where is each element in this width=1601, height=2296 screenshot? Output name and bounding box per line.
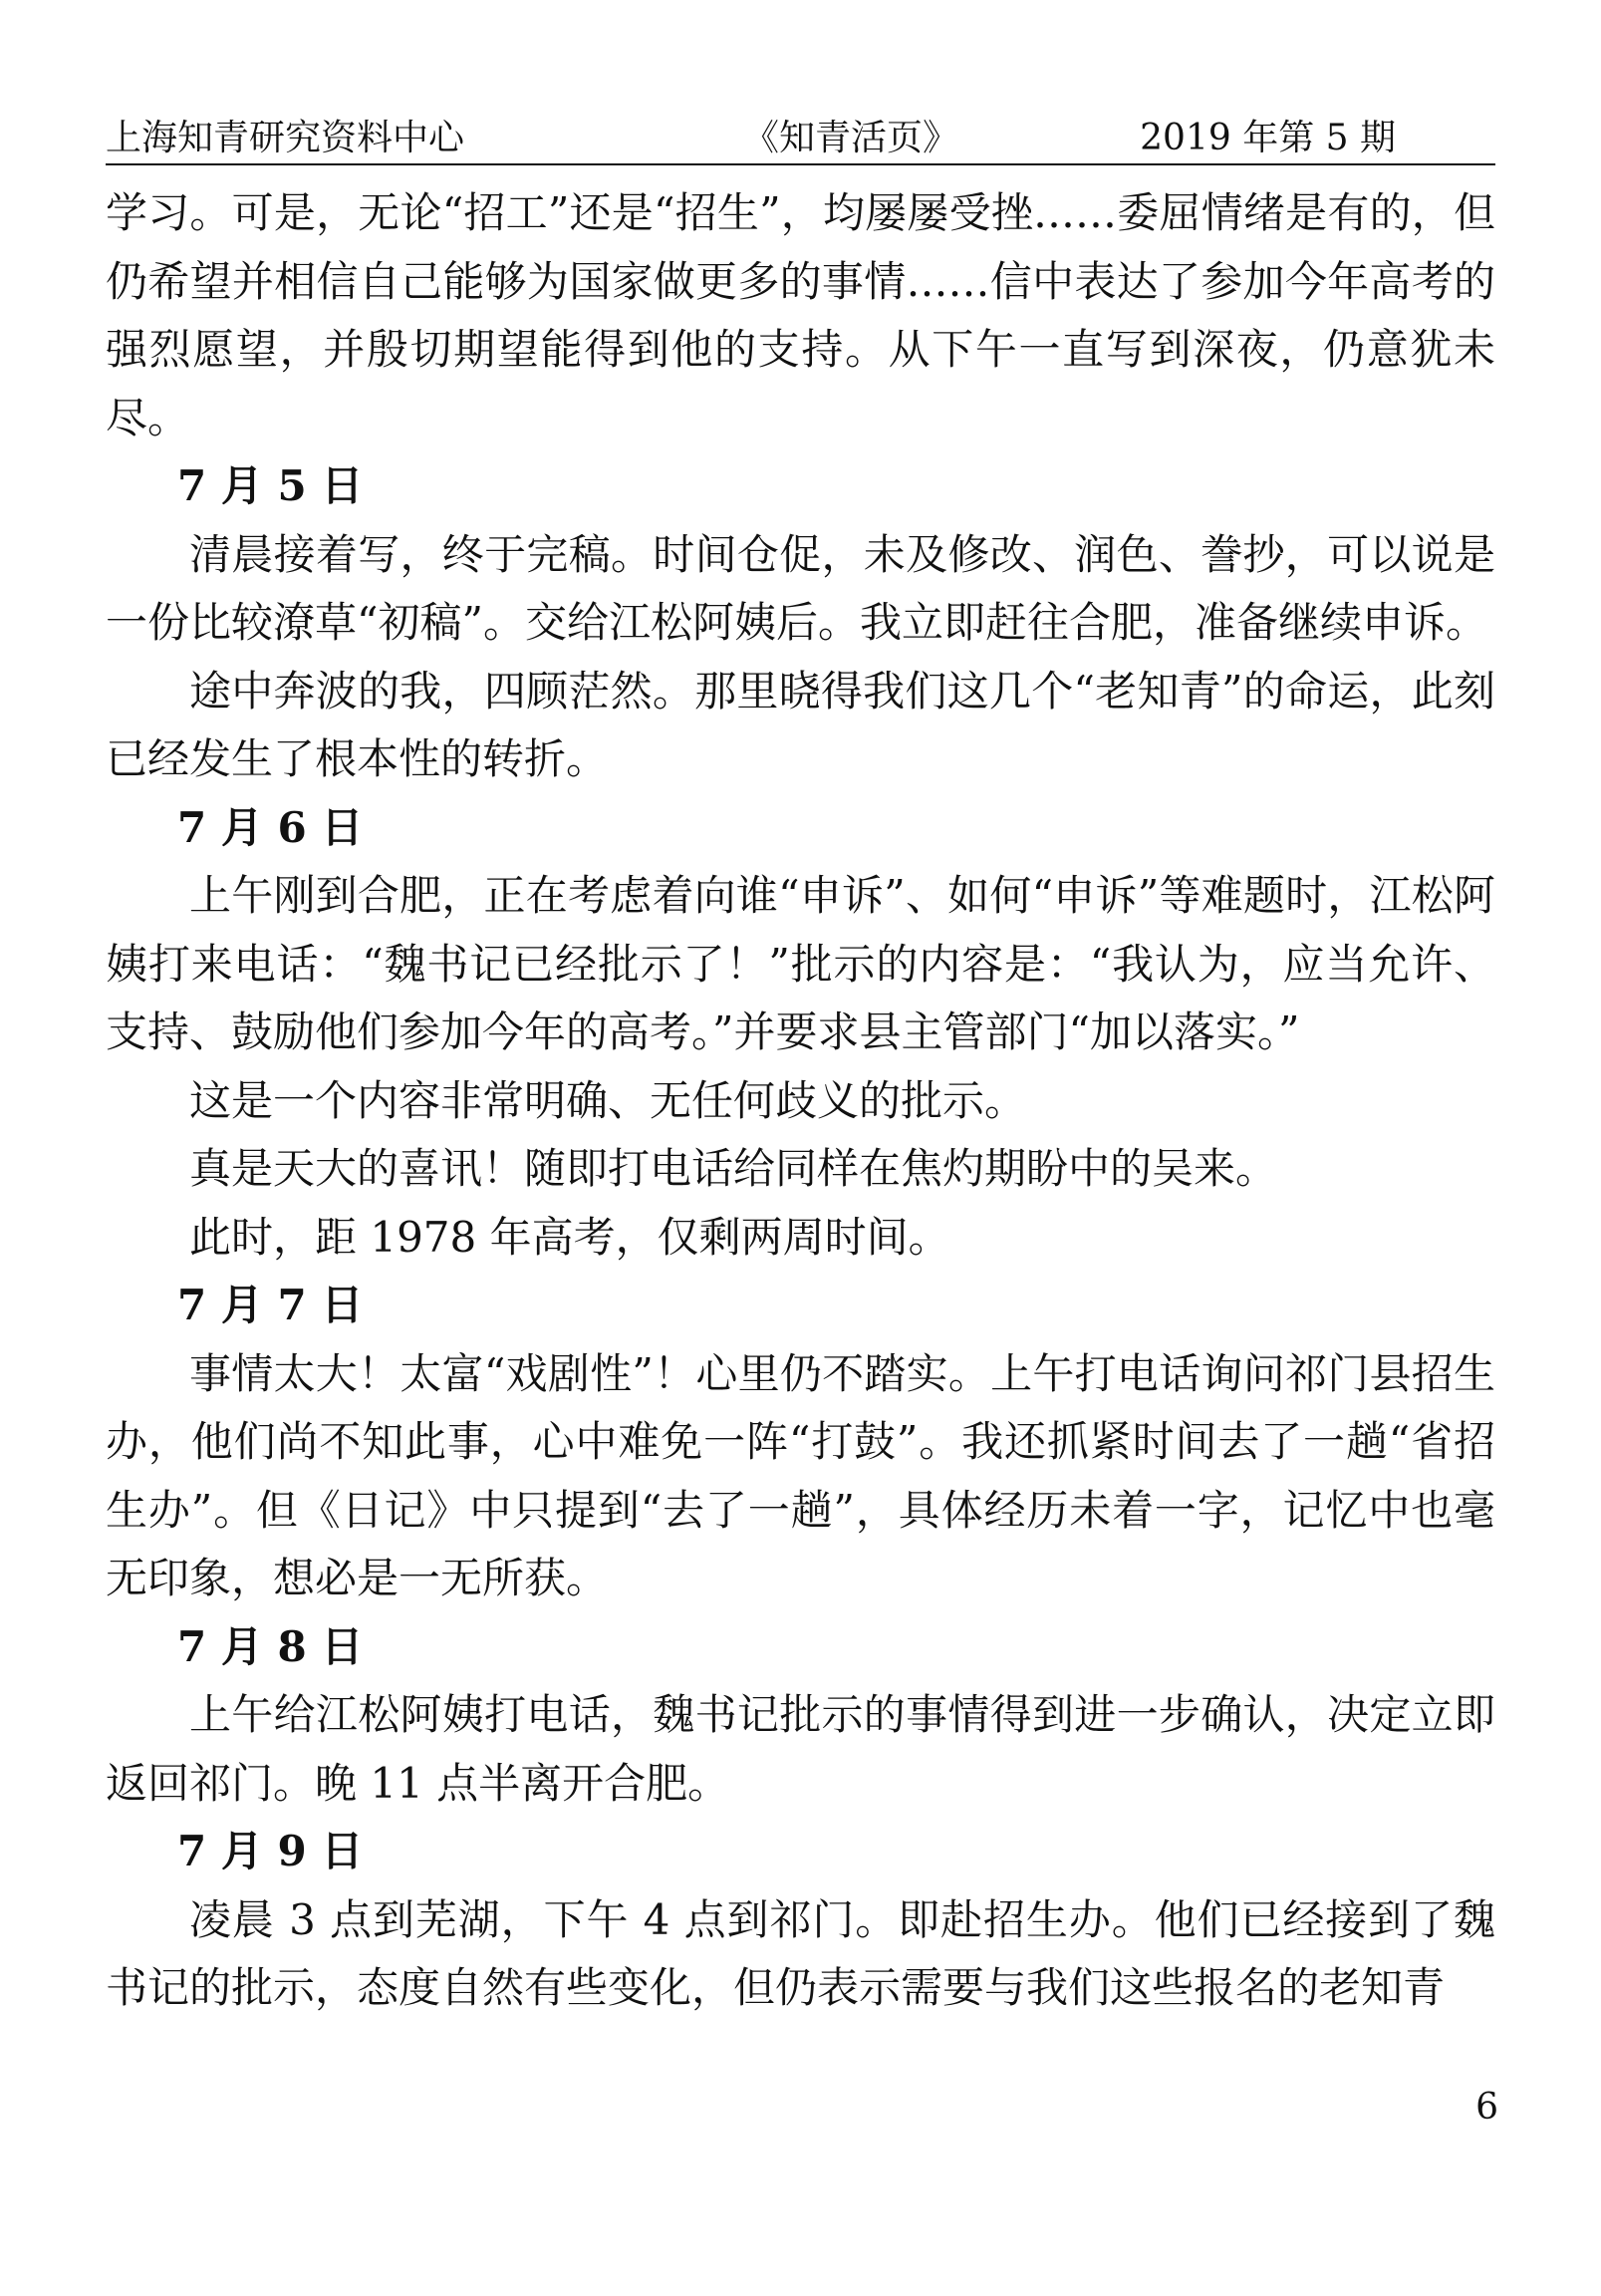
diary-date-heading: 7 月 5 日 (177, 461, 364, 510)
diary-date-heading: 7 月 7 日 (177, 1281, 364, 1329)
paragraph: 事情太大！太富“戏剧性”！心里仍不踏实。上午打电话询问祁门县招生办，他们尚不知此事，心中难免一阵“打鼓”。我还抓紧时间去了一趟“省招生办”。但《日记》中只提到“去了一趟”，具体经历未着一字，记忆中也毫无印象，想必是一无所获。 (106, 1348, 1495, 1602)
running-header (106, 114, 1495, 165)
diary-date-heading: 7 月 8 日 (177, 1621, 364, 1671)
article-body (106, 179, 1495, 2023)
paragraph: 清晨接着写，终于完稿。时间仓促，未及修改、润色、誊抄，可以说是一份比较潦草“初稿”。交给江松阿姨后。我立即赶往合肥，准备继续申诉。 (106, 529, 1495, 647)
paragraph: 凌晨 3 点到芜湖，下午 4 点到祁门。即赴招生办。他们已经接到了魏书记的批示，态度自然有些变化，但仍表示需要与我们这些报名的老知青 (106, 1894, 1495, 2012)
paragraph: 此时，距 1978 年高考，仅剩两周时间。 (189, 1212, 950, 1262)
paragraph: 学习。可是，无论“招工”还是“招生”，均屡屡受挫……委屈情绪是有的，但仍希望并相信自己能够为国家做更多的事情……信中表达了参加今年高考的强烈愿望，并殷切期望能得到他的支持。从下午一直写到深夜，仍意犹未尽。 (106, 188, 1495, 442)
header-issue: 2019 年第 5 期 (1140, 118, 1396, 158)
header-publisher: 上海知青研究资料中心 (106, 118, 465, 158)
page-number: 6 (1475, 2087, 1498, 2128)
paragraph: 这是一个内容非常明确、无任何歧义的批示。 (189, 1075, 1027, 1125)
paragraph: 上午刚到合肥，正在考虑着向谁“申诉”、如何“申诉”等难题时，江松阿姨打来电话：“魏书记已经批示了！”批示的内容是：“我认为，应当允许、支持、鼓励他们参加今年的高考。”并要求县主管部门“加以落实。” (106, 871, 1495, 1056)
paragraph: 真是天大的喜讯！随即打电话给同样在焦灼期盼中的吴来。 (189, 1144, 1278, 1193)
diary-date-heading: 7 月 6 日 (177, 802, 364, 852)
paragraph: 途中奔波的我，四顾茫然。那里晓得我们这几个“老知青”的命运，此刻已经发生了根本性的转折。 (106, 666, 1495, 783)
header-publication-title: 《知青活页》 (743, 118, 959, 158)
paragraph: 上午给江松阿姨打电话，魏书记批示的事情得到进一步确认，决定立即返回祁门。晚 11 点半离开合肥。 (106, 1690, 1495, 1808)
diary-date-heading: 7 月 9 日 (177, 1827, 364, 1875)
